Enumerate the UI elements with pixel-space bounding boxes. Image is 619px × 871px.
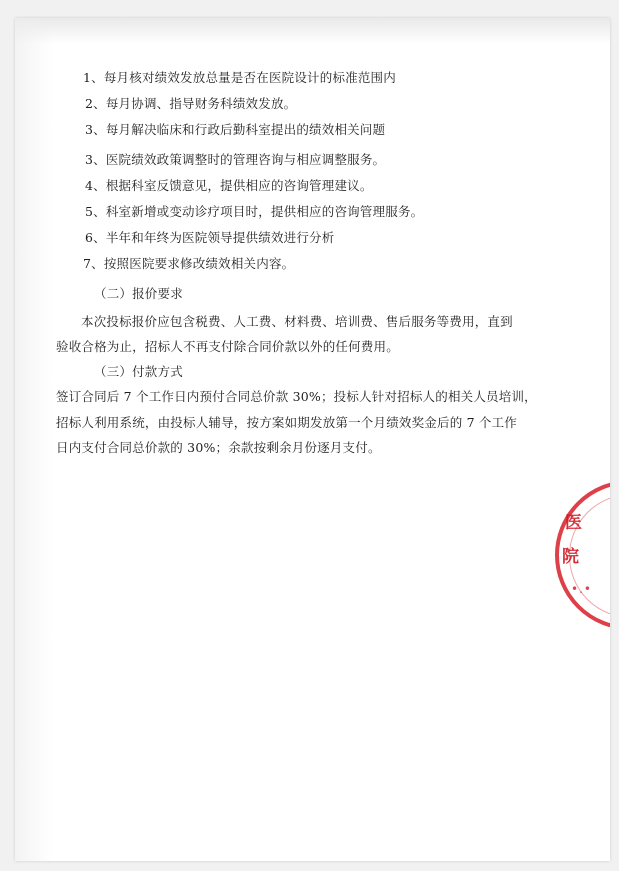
paragraph-line: 本次投标报价应包含税费、人工费、材料费、培训费、售后服务等费用，直到 bbox=[81, 314, 513, 329]
official-seal bbox=[555, 480, 610, 630]
paragraph-line: 签订合同后 7 个工作日内预付合同总价款 30%；投标人针对招标人的相关人员培训， bbox=[56, 389, 537, 404]
list-item: 5、科室新增或变动诊疗项目时，提供相应的咨询管理服务。 bbox=[85, 204, 424, 219]
paragraph-line: 日内支付合同总价款的 30%；余款按剩余月份逐月支付。 bbox=[56, 440, 381, 455]
list-item: 3、医院绩效政策调整时的管理咨询与相应调整服务。 bbox=[85, 152, 386, 167]
scan-shade-top bbox=[15, 18, 610, 44]
seal-dots: •.• bbox=[571, 582, 592, 596]
list-item: 3、每月解决临床和行政后勤科室提出的绩效相关问题 bbox=[85, 122, 386, 137]
paragraph-line: 验收合格为止，招标人不再支付除合同价款以外的任何费用。 bbox=[56, 339, 399, 354]
document-page bbox=[15, 18, 610, 861]
paragraph-line: 招标人利用系统，由投标人辅导，按方案如期发放第一个月绩效奖金后的 7 个工作 bbox=[56, 415, 518, 430]
scan-shade-left bbox=[15, 18, 53, 861]
list-item: 2、每月协调、指导财务科绩效发放。 bbox=[85, 96, 297, 111]
section-heading-quote: （二）报价要求 bbox=[94, 286, 183, 301]
list-item: 6、半年和年终为医院领导提供绩效进行分析 bbox=[85, 230, 335, 245]
list-item: 1、每月核对绩效发放总量是否在医院设计的标准范围内 bbox=[83, 70, 396, 85]
list-item: 4、根据科室反馈意见，提供相应的咨询管理建议。 bbox=[85, 178, 373, 193]
list-item: 7、按照医院要求修改绩效相关内容。 bbox=[83, 256, 295, 271]
section-heading-payment: （三）付款方式 bbox=[94, 364, 183, 379]
seal-character: 院 bbox=[562, 547, 579, 567]
seal-character: 医 bbox=[565, 513, 582, 533]
